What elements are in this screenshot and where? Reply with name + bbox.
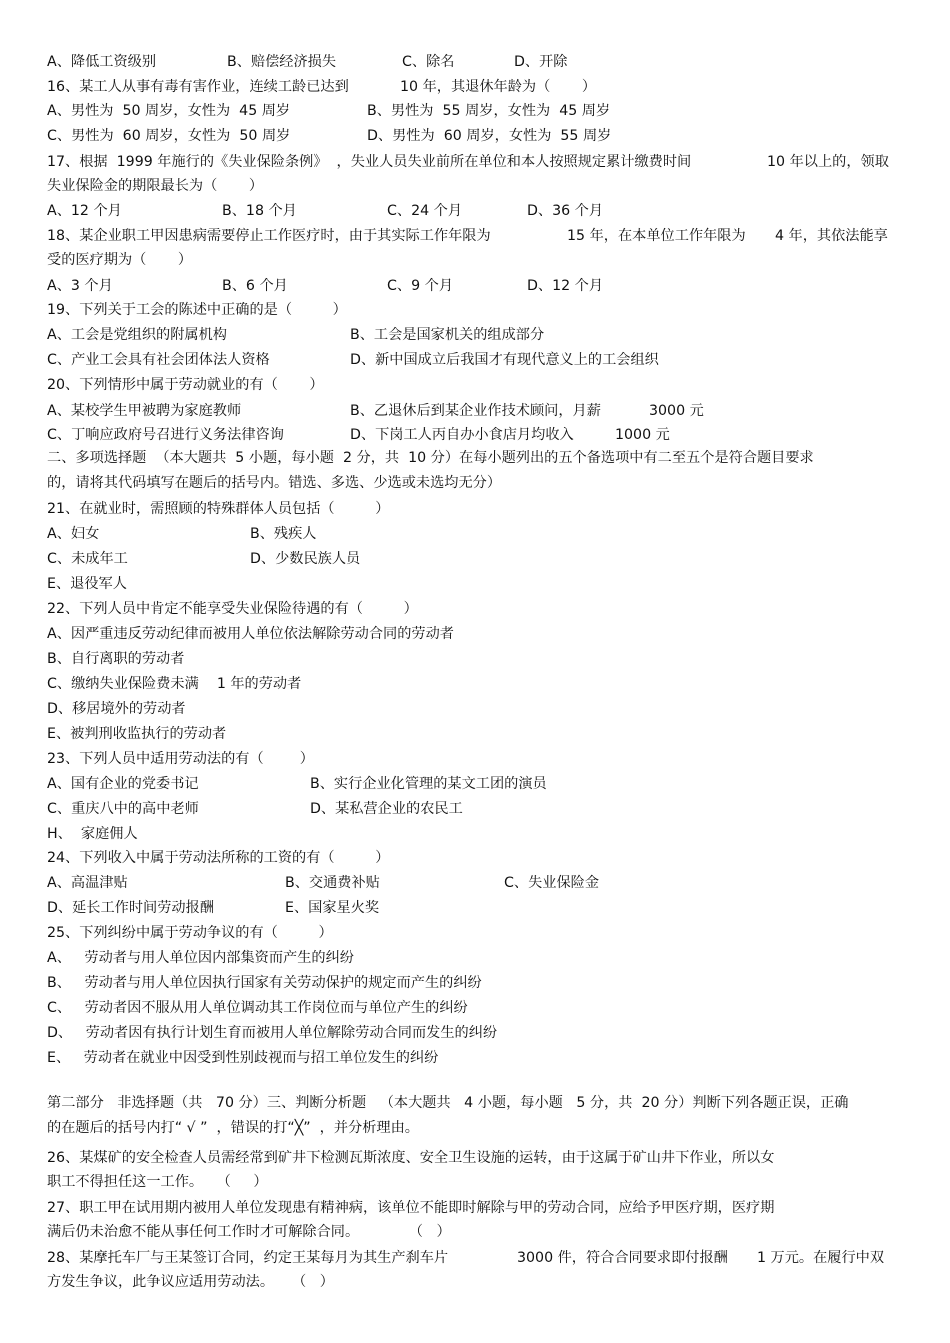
text-segment: C、男性为 60 周岁，女性为 50 周岁 [47, 128, 291, 144]
text-line [47, 799, 910, 821]
text-line [47, 226, 910, 248]
text-line [47, 1148, 910, 1170]
text-segment: B、赔偿经济损失 [227, 54, 337, 70]
text-segment: A、降低工资级别 [47, 54, 157, 70]
text-segment: 二、多项选择题 （本大题共 5 小题，每小题 2 分，共 10 分）在每小题列出的五个备选项中有二至五个是符合题目要求 [47, 450, 814, 466]
text-segment: 27、职工甲在试用期内被用人单位发现患有精神病，该单位不能即时解除与甲的劳动合同，应给予甲医疗期，医疗期 [47, 1200, 775, 1216]
text-line [47, 749, 910, 771]
text-segment: A、妇女 [47, 526, 100, 542]
text-line [47, 250, 910, 272]
text-line [47, 998, 910, 1020]
text-segment: 18、某企业职工甲因患病需要停止工作医疗时，由于其实际工作年限为 [47, 228, 491, 244]
text-segment: B、残疾人 [250, 526, 317, 542]
text-segment: 16、某工人从事有毒有害作业，连续工龄已达到 [47, 79, 349, 95]
text-segment: 19、下列关于工会的陈述中正确的是（ ） [47, 302, 347, 318]
text-segment: 26、某煤矿的安全检查人员需经常到矿井下检测瓦斯浓度、安全卫生设施的运转，由于这属于矿山井下作业，所以女 [47, 1150, 775, 1166]
text-segment: C、重庆八中的高中老师 [47, 801, 199, 817]
text-segment: B、乙退休后到某企业作技术顾问，月薪 [350, 403, 601, 419]
text-segment: C、丁响应政府号召进行义务法律咨询 [47, 427, 284, 443]
text-segment: 4 年，其依法能享 [775, 228, 888, 244]
text-segment: E、国家星火奖 [285, 900, 380, 916]
text-line [47, 425, 910, 447]
text-segment: B、实行企业化管理的某文工团的演员 [310, 776, 547, 792]
text-segment: 21、在就业时，需照顾的特殊群体人员包括（ ） [47, 501, 390, 517]
text-line [47, 873, 910, 895]
text-line [47, 1048, 910, 1070]
text-line [47, 52, 910, 74]
text-line [47, 201, 910, 223]
text-line [47, 599, 910, 621]
text-segment: D、某私营企业的农民工 [310, 801, 463, 817]
text-line [47, 300, 910, 322]
text-line [47, 699, 910, 721]
text-segment: B、 劳动者与用人单位因执行国家有关劳动保护的规定而产生的纠纷 [47, 975, 482, 991]
text-segment: E、被判刑收监执行的劳动者 [47, 726, 227, 742]
text-segment: 10 年，其退休年龄为（ ） [400, 79, 597, 95]
text-segment: E、退役军人 [47, 576, 127, 592]
text-line [47, 923, 910, 945]
text-segment: 1000 元 [615, 427, 670, 443]
text-segment: B、男性为 55 周岁，女性为 45 周岁 [367, 103, 611, 119]
text-line [47, 1172, 910, 1194]
text-segment: A、高温津贴 [47, 875, 128, 891]
text-segment: 22、下列人员中肯定不能享受失业保险待遇的有（ ） [47, 601, 418, 617]
text-line [47, 549, 910, 571]
text-segment: 的在题后的括号内打“ √ ” ，错误的打“╳” ，并分析理由。 [47, 1120, 419, 1136]
text-line [47, 724, 910, 746]
text-segment: 3000 元 [649, 403, 704, 419]
text-line [47, 126, 910, 148]
text-segment: 15 年，在本单位工作年限为 [567, 228, 746, 244]
text-segment: D、移居境外的劳动者 [47, 701, 186, 717]
text-segment: B、18 个月 [222, 203, 297, 219]
text-segment: B、工会是国家机关的组成部分 [350, 327, 545, 343]
text-line [47, 824, 910, 846]
text-segment: A、某校学生甲被聘为家庭教师 [47, 403, 242, 419]
text-segment: 28、某摩托车厂与王某签订合同，约定王某每月为其生产刹车片 [47, 1250, 449, 1266]
text-segment: A、男性为 50 周岁，女性为 45 周岁 [47, 103, 291, 119]
text-segment: E、 劳动者在就业中因受到性别歧视而与招工单位发生的纠纷 [47, 1050, 439, 1066]
text-segment: B、6 个月 [222, 278, 288, 294]
text-segment: D、12 个月 [527, 278, 604, 294]
text-segment: C、9 个月 [387, 278, 454, 294]
text-line [47, 1118, 910, 1140]
text-line [47, 774, 910, 796]
text-segment: 第二部分 非选择题（共 70 分）三、判断分析题 （本大题共 4 小题，每小题 5 分，共 20 分）判断下列各题正误，正确 [47, 1095, 849, 1111]
text-segment: 的，请将其代码填写在题后的括号内。错选、多选、少选或未选均无分） [47, 475, 502, 491]
text-segment: 10 年以上的，领取 [767, 154, 889, 170]
text-segment: C、失业保险金 [504, 875, 600, 891]
text-segment: D、下岗工人丙自办小食店月均收入 [350, 427, 574, 443]
text-segment: A、工会是党组织的附属机构 [47, 327, 227, 343]
text-line [47, 152, 910, 174]
text-line [47, 898, 910, 920]
text-line [47, 1023, 910, 1045]
text-segment: 受的医疗期为（ ） [47, 252, 193, 268]
text-segment: 17、根据 1999 年施行的《失业保险条例》 ，失业人员失业前所在单位和本人按照规定累计缴费时间 [47, 154, 692, 170]
text-line [47, 350, 910, 372]
text-line [47, 473, 910, 495]
text-line [47, 1222, 910, 1244]
text-segment: B、自行离职的劳动者 [47, 651, 185, 667]
text-line [47, 176, 910, 198]
text-segment: 3000 件，符合合同要求即付报酬 [517, 1250, 728, 1266]
text-segment: D、男性为 60 周岁，女性为 55 周岁 [367, 128, 612, 144]
text-segment: 1 万元。在履行中双 [757, 1250, 885, 1266]
text-segment: D、开除 [514, 54, 568, 70]
text-line [47, 1272, 910, 1294]
text-segment: C、缴纳失业保险费未满 1 年的劳动者 [47, 676, 302, 692]
text-line [47, 77, 910, 99]
text-segment: 20、下列情形中属于劳动就业的有（ ） [47, 377, 324, 393]
text-segment: C、产业工会具有社会团体法人资格 [47, 352, 270, 368]
text-segment: C、未成年工 [47, 551, 128, 567]
text-segment: 失业保险金的期限最长为（ ） [47, 178, 264, 194]
text-line [47, 448, 910, 470]
text-line [47, 674, 910, 696]
text-segment: D、36 个月 [527, 203, 604, 219]
text-line [47, 401, 910, 423]
text-segment: D、 劳动者因有执行计划生育而被用人单位解除劳动合同而发生的纠纷 [47, 1025, 498, 1041]
text-segment: C、24 个月 [387, 203, 463, 219]
text-segment: 25、下列纠纷中属于劳动争议的有（ ） [47, 925, 333, 941]
text-segment: A、12 个月 [47, 203, 122, 219]
text-segment: A、国有企业的党委书记 [47, 776, 199, 792]
text-line [47, 574, 910, 596]
text-segment: C、除名 [402, 54, 455, 70]
text-line [47, 624, 910, 646]
text-segment: D、新中国成立后我国才有现代意义上的工会组织 [350, 352, 659, 368]
text-segment: D、少数民族人员 [250, 551, 361, 567]
text-line [47, 375, 910, 397]
text-line [47, 948, 910, 970]
text-line [47, 848, 910, 870]
text-line [47, 524, 910, 546]
text-line [47, 499, 910, 521]
text-segment: 24、下列收入中属于劳动法所称的工资的有（ ） [47, 850, 390, 866]
text-segment: C、 劳动者因不服从用人单位调动其工作岗位而与单位产生的纠纷 [47, 1000, 468, 1016]
text-line [47, 276, 910, 298]
text-segment: D、延长工作时间劳动报酬 [47, 900, 214, 916]
text-line [47, 973, 910, 995]
text-line [47, 1198, 910, 1220]
text-segment: 职工不得担任这一工作。 （ ） [47, 1174, 268, 1190]
text-segment: H、 家庭佣人 [47, 826, 138, 842]
text-line [47, 649, 910, 671]
text-segment: A、 劳动者与用人单位因内部集资而产生的纠纷 [47, 950, 354, 966]
text-line [47, 325, 910, 347]
text-segment: 满后仍未治愈不能从事任何工作时才可解除合同。 （ ） [47, 1224, 451, 1240]
text-line [47, 1093, 910, 1115]
text-segment: B、交通费补贴 [285, 875, 380, 891]
text-segment: A、3 个月 [47, 278, 113, 294]
text-segment: A、因严重违反劳动纪律而被用人单位依法解除劳动合同的劳动者 [47, 626, 454, 642]
text-line [47, 1248, 910, 1270]
text-segment: 23、下列人员中适用劳动法的有（ ） [47, 751, 314, 767]
text-line [47, 101, 910, 123]
text-segment: 方发生争议，此争议应适用劳动法。 （ ） [47, 1274, 334, 1290]
